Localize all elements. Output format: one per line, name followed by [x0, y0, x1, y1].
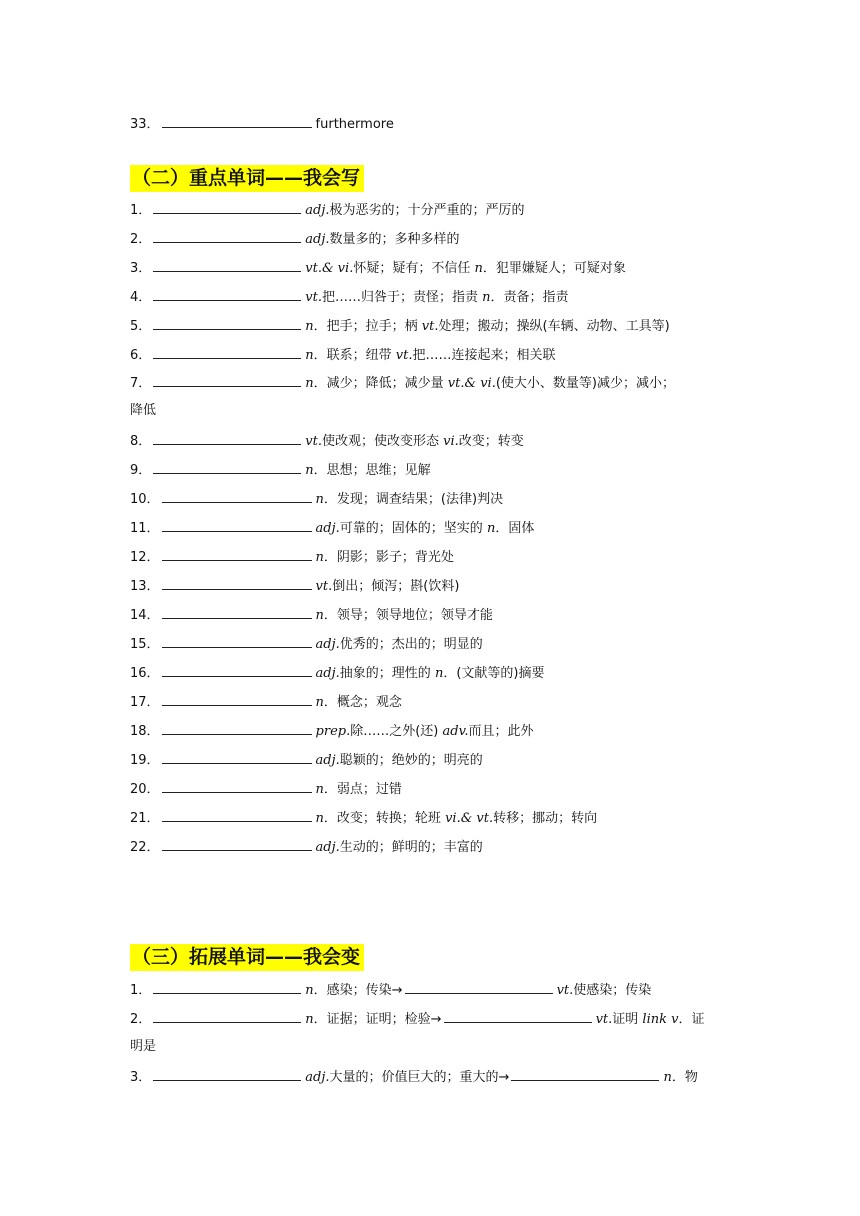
answer-blank[interactable] — [162, 692, 312, 706]
definition-text: ．弱点；过错 — [323, 782, 402, 797]
definition-text: 数量多的；多种多样的 — [329, 232, 460, 247]
definition-text: 极为恶劣的；十分严重的；严厉的 — [329, 203, 525, 218]
definition-text: 使改观；使改变形态 — [321, 434, 444, 449]
item-number: 33． — [130, 117, 160, 132]
part-of-speech: adj. — [315, 521, 340, 536]
answer-blank[interactable] — [153, 1009, 301, 1023]
item-number: 7． — [130, 376, 152, 391]
item-number: 1． — [130, 983, 152, 998]
definition-text: ．感染；传染→ — [313, 983, 403, 998]
vocab-item — [130, 750, 483, 770]
answer-blank[interactable] — [153, 980, 301, 994]
item-number: 20． — [130, 782, 160, 797]
vocab-item — [130, 200, 525, 220]
vocab-item — [130, 373, 675, 393]
vocab-item — [130, 576, 459, 596]
definition-text: 倒出；倾泻；斟(饮料) — [332, 579, 460, 594]
answer-blank[interactable] — [162, 779, 312, 793]
definition-text: ．责备；指责 — [490, 290, 569, 305]
definition-text: 除……之外(还) — [350, 724, 443, 739]
part-of-speech: adj. — [315, 753, 340, 768]
item-number: 13． — [130, 579, 160, 594]
part-of-speech: vt.& vi. — [305, 261, 354, 276]
item-number: 12． — [130, 550, 160, 565]
part-of-speech: n — [482, 290, 491, 305]
answer-blank[interactable] — [511, 1067, 659, 1081]
answer-blank[interactable] — [162, 489, 312, 503]
vocab-item — [130, 258, 626, 278]
definition-text: ．思想；思维；见解 — [313, 463, 431, 478]
item-number: 3． — [130, 261, 152, 276]
item-number: 5． — [130, 319, 152, 334]
part-of-speech: n — [315, 608, 324, 623]
answer-blank[interactable] — [162, 808, 312, 822]
part-of-speech: n — [474, 261, 483, 276]
part-of-speech: n — [315, 695, 324, 710]
part-of-speech: n — [305, 983, 314, 998]
part-of-speech: vt. — [305, 290, 322, 305]
item-number: 4． — [130, 290, 152, 305]
definition-text: 把……连接起来；相关联 — [412, 348, 556, 363]
part-of-speech: adj. — [315, 666, 340, 681]
answer-blank[interactable] — [153, 229, 301, 243]
definition-text: 怀疑；疑有；不信任 — [353, 261, 475, 276]
definition-text: ．(文献等的)摘要 — [443, 666, 545, 681]
answer-blank[interactable] — [162, 114, 312, 128]
part-of-speech: n — [305, 376, 314, 391]
definition-text: ．阴影；影子；背光处 — [323, 550, 454, 565]
definition-text: ．减少；降低；减少量 — [313, 376, 448, 391]
vocab-item — [130, 808, 597, 828]
item-number: 2． — [130, 232, 152, 247]
answer-blank[interactable] — [153, 460, 301, 474]
definition-text: ．改变；转换；轮班 — [323, 811, 446, 826]
item-number: 14． — [130, 608, 160, 623]
item-number: 15． — [130, 637, 160, 652]
answer-blank[interactable] — [405, 980, 553, 994]
part-of-speech: link v — [642, 1012, 679, 1027]
answer-blank[interactable] — [162, 663, 312, 677]
definition-text: 抽象的；理性的 — [339, 666, 435, 681]
vocab-item — [130, 345, 556, 365]
section-3-item-1 — [130, 980, 651, 1000]
part-of-speech: adj. — [305, 232, 330, 247]
vocab-item — [130, 547, 454, 567]
answer-blank[interactable] — [153, 258, 301, 272]
part-of-speech: vt. — [421, 319, 439, 334]
part-of-speech: adj. — [305, 1070, 330, 1085]
answer-blank[interactable] — [153, 431, 301, 445]
section-2-heading: （二）重点单词——我会写 — [130, 165, 364, 192]
part-of-speech: vi.& vt. — [445, 811, 494, 826]
vocab-item — [130, 287, 569, 307]
vocab-item — [130, 316, 670, 336]
item-number: 19． — [130, 753, 160, 768]
answer-blank[interactable] — [153, 200, 301, 214]
item-number: 2． — [130, 1012, 152, 1027]
part-of-speech: adj. — [315, 637, 340, 652]
item-number: 11． — [130, 521, 160, 536]
definition-text: ．把手；拉手；柄 — [313, 319, 422, 334]
vocab-item — [130, 837, 483, 857]
part-of-speech: n — [315, 492, 324, 507]
definition-text: 使感染；传染 — [573, 983, 652, 998]
vocab-item — [130, 489, 503, 509]
definition-text: 改变；转变 — [458, 434, 524, 449]
definition-text: 处理；搬动；操纵(车辆、动物、工具等) — [438, 319, 670, 334]
section-3-item-2 — [130, 1009, 704, 1029]
definition-text: ．证据；证明；检验→ — [313, 1012, 442, 1027]
item-33 — [130, 114, 394, 134]
part-of-speech: vt. — [556, 983, 574, 998]
part-of-speech: n — [315, 550, 324, 565]
part-of-speech: n — [434, 666, 444, 681]
definition-text: ．联系；纽带 — [313, 348, 396, 363]
definition-text: ．发现；调查结果；(法律)判决 — [323, 492, 504, 507]
vocab-item — [130, 518, 534, 538]
section-3-heading: （三）拓展单词——我会变 — [130, 944, 364, 971]
definition-text: ．犯罪嫌疑人；可疑对象 — [482, 261, 626, 276]
definition-text: 证明 — [612, 1012, 643, 1027]
part-of-speech: n — [305, 463, 314, 478]
answer-blank[interactable] — [153, 316, 301, 330]
answer-blank[interactable] — [153, 373, 301, 387]
definition-text: ．物 — [671, 1070, 698, 1085]
definition-text: 优秀的；杰出的；明显的 — [339, 637, 483, 652]
definition-text: ．概念；观念 — [323, 695, 402, 710]
definition-text: 转移；挪动；转向 — [493, 811, 598, 826]
answer-blank[interactable] — [162, 576, 312, 590]
part-of-speech: n — [305, 1012, 314, 1027]
vocab-item — [130, 460, 431, 480]
vocab-item — [130, 431, 524, 451]
definition-text: (使大小、数量等)减少；减小； — [495, 376, 675, 391]
part-of-speech: vt. — [305, 434, 322, 449]
item-number: 22． — [130, 840, 160, 855]
part-of-speech: adj. — [315, 840, 340, 855]
definition-text: 把……归咎于；责怪；指责 — [321, 290, 483, 305]
definition-text: 生动的；鲜明的；丰富的 — [339, 840, 483, 855]
answer-blank[interactable] — [162, 837, 312, 851]
definition-text: ．领导；领导地位；领导才能 — [323, 608, 493, 623]
item-number: 16． — [130, 666, 160, 681]
item-number: 1． — [130, 203, 152, 218]
answer-blank[interactable] — [444, 1009, 592, 1023]
part-of-speech: vt. — [595, 1012, 613, 1027]
part-of-speech: n — [315, 782, 324, 797]
part-of-speech: vt. — [315, 579, 333, 594]
part-of-speech: n — [305, 319, 314, 334]
part-of-speech: prep. — [315, 724, 351, 739]
item-word: furthermore — [315, 117, 394, 132]
item-number: 6． — [130, 348, 152, 363]
vocab-item — [130, 605, 493, 625]
answer-blank[interactable] — [162, 547, 312, 561]
definition-text: ．证 — [678, 1012, 705, 1027]
vocab-item — [130, 663, 544, 683]
item-number: 3． — [130, 1070, 152, 1085]
vocab-item — [130, 779, 402, 799]
answer-blank[interactable] — [162, 518, 312, 532]
part-of-speech: vt.& vi. — [447, 376, 496, 391]
answer-blank[interactable] — [153, 287, 301, 301]
definition-text: 可靠的；固体的；坚实的 — [339, 521, 487, 536]
answer-blank[interactable] — [162, 634, 312, 648]
part-of-speech: adv. — [442, 724, 469, 739]
vocab-item — [130, 634, 483, 654]
item-2-wrap-text: 明是 — [130, 1039, 157, 1054]
item-number: 18． — [130, 724, 160, 739]
definition-text: ．固体 — [495, 521, 535, 536]
definition-text: 而且；此外 — [468, 724, 534, 739]
answer-blank[interactable] — [153, 1067, 301, 1081]
part-of-speech: adj. — [305, 203, 330, 218]
part-of-speech: vi. — [443, 434, 459, 449]
vocab-item — [130, 229, 460, 249]
part-of-speech: n — [486, 521, 496, 536]
answer-blank[interactable] — [162, 605, 312, 619]
vocab-item — [130, 721, 534, 741]
definition-text: 聪颖的；绝妙的；明亮的 — [339, 753, 483, 768]
answer-blank[interactable] — [153, 345, 301, 359]
item-number: 9． — [130, 463, 152, 478]
answer-blank[interactable] — [162, 721, 312, 735]
item-number: 10． — [130, 492, 160, 507]
section-3-item-3 — [130, 1067, 698, 1087]
item-number: 8． — [130, 434, 152, 449]
item-number: 21． — [130, 811, 160, 826]
part-of-speech: n — [305, 348, 314, 363]
vocab-item — [130, 692, 402, 712]
answer-blank[interactable] — [162, 750, 312, 764]
part-of-speech: n — [663, 1070, 672, 1085]
item-number: 17． — [130, 695, 160, 710]
definition-text: 大量的；价值巨大的；重大的→ — [329, 1070, 510, 1085]
part-of-speech: n — [315, 811, 324, 826]
part-of-speech: vt. — [395, 348, 413, 363]
item-7-wrap-text: 降低 — [130, 403, 157, 418]
